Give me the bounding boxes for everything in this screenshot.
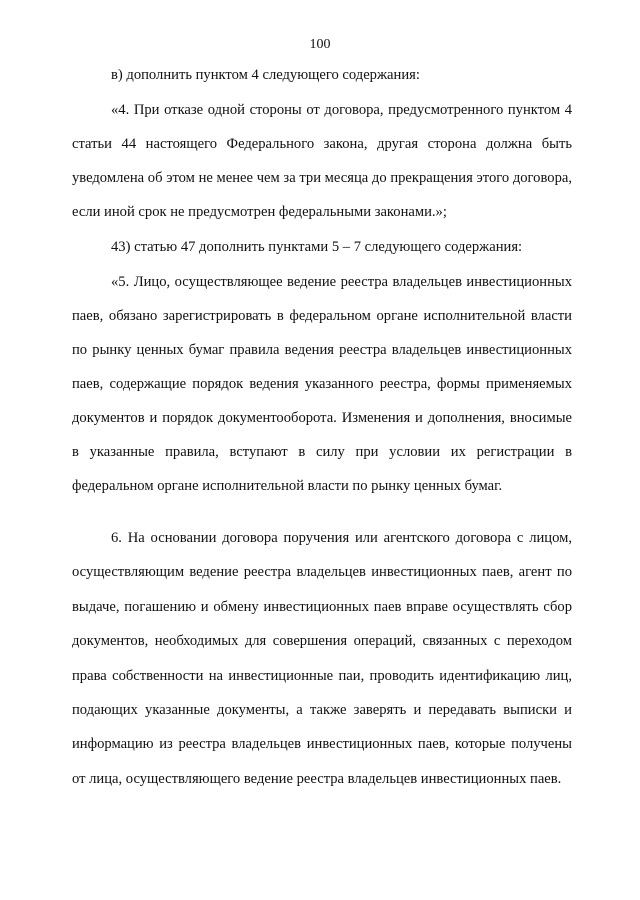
paragraph-amendment-v: в) дополнить пунктом 4 следующего содержания:	[111, 67, 420, 83]
paragraph-point-6: 6. На основании договора поручения или агентского договора с лицом, осуществляющим ведение реестра владельцев инвестиционных паев, агент по выдаче, погашению и обмену инвестиционных паев вправе осуществлять сбор документов, необходимых для совершения операций, связанных с переходом права собственности на инвестиционные паи, проводить идентификацию лиц, подающих указанные документы, а также заверять и передавать выписки и информацию из реестра владельцев инвестиционных паев, которые получены от лица, осуществляющего ведение реестра владельцев инвестиционных паев.	[72, 530, 572, 787]
page-number: 100	[309, 37, 331, 52]
document-body	[72, 58, 572, 796]
paragraph-point-5: «5. Лицо, осуществляющее ведение реестра владельцев инвестиционных паев, обязано зарегистрировать в федеральном органе исполнительной власти по рынку ценных бумаг правила ведения реестра владельцев инвестиционных паев, содержащие порядок ведения указанного реестра, формы применяемых документов и порядок документооборота. Изменения и дополнения, вносимые в указанные правила, вступают в силу при условии их регистрации в федеральном органе исполнительной власти по рынку ценных бумаг.	[72, 274, 572, 494]
paragraph-point-4: «4. При отказе одной стороны от договора, предусмотренного пунктом 4 статьи 44 настоящего Федерального закона, другая сторона должна быть уведомлена об этом не менее чем за три месяца до прекращения этого договора, если иной срок не предусмотрен федеральными законами.»;	[72, 102, 572, 220]
paragraph-amendment-43: 43) статью 47 дополнить пунктами 5 – 7 следующего содержания:	[111, 239, 523, 255]
